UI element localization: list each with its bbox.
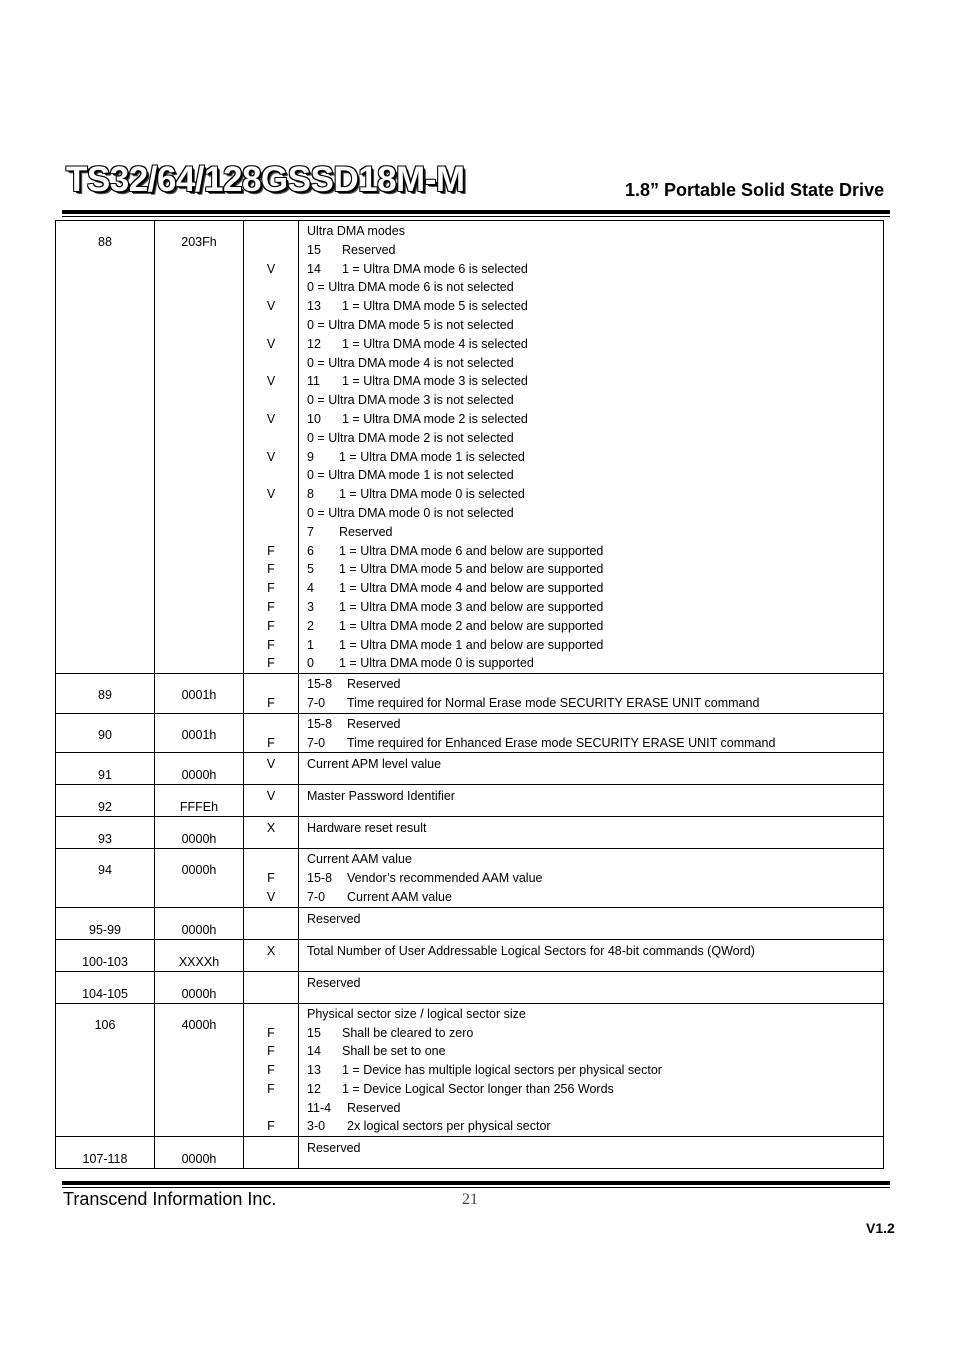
description-line bbox=[307, 1139, 883, 1158]
description-cell bbox=[299, 785, 884, 817]
flag-cell bbox=[244, 939, 299, 971]
word-cell bbox=[56, 221, 155, 674]
table-row bbox=[56, 1137, 884, 1169]
default-value: 0000h bbox=[181, 832, 217, 847]
word-cell bbox=[56, 849, 155, 907]
description-text: 1 = Device Logical Sector longer than 256 Words bbox=[342, 1081, 614, 1096]
flag-mark: F bbox=[267, 1025, 275, 1040]
default-value-cell bbox=[155, 1137, 244, 1169]
default-value-cell bbox=[155, 1003, 244, 1137]
description-line bbox=[307, 888, 883, 907]
flag-mark: V bbox=[266, 789, 276, 804]
default-value-cell bbox=[155, 971, 244, 1003]
description-text: 1 = Ultra DMA mode 2 is selected bbox=[342, 411, 528, 426]
description-text: Reserved bbox=[347, 677, 401, 692]
table-row bbox=[56, 971, 884, 1003]
word-cell bbox=[56, 674, 155, 714]
bit-range: 15-8 bbox=[307, 716, 333, 731]
flag-cell bbox=[244, 785, 299, 817]
table-row bbox=[56, 753, 884, 785]
flag-mark bbox=[244, 429, 298, 448]
word-cell bbox=[56, 939, 155, 971]
flag-cell bbox=[244, 1137, 299, 1169]
word-cell bbox=[56, 753, 155, 785]
flag-mark: V bbox=[266, 757, 276, 772]
description-line bbox=[307, 372, 883, 391]
flag-mark: V bbox=[266, 336, 276, 351]
footer-rule bbox=[62, 1181, 890, 1185]
bit-range: 6 bbox=[307, 543, 314, 558]
description-line bbox=[307, 297, 883, 316]
description-line bbox=[307, 448, 883, 467]
description-text: 1 = Ultra DMA mode 1 is selected bbox=[339, 449, 525, 464]
flag-mark bbox=[244, 316, 298, 335]
word-cell bbox=[56, 1003, 155, 1137]
description-line bbox=[307, 523, 883, 542]
description-cell bbox=[299, 849, 884, 907]
table-row bbox=[56, 907, 884, 939]
default-value: XXXXh bbox=[178, 954, 220, 969]
flag-mark: V bbox=[266, 261, 276, 276]
description-text: Vendor’s recommended AAM value bbox=[347, 871, 543, 886]
default-value: 0001h bbox=[181, 688, 217, 703]
description-line bbox=[307, 755, 883, 774]
description-text: 0 = Ultra DMA mode 2 is not selected bbox=[307, 430, 514, 445]
description-text: Reserved bbox=[339, 524, 393, 539]
default-value: 0000h bbox=[181, 922, 217, 937]
flag-mark: V bbox=[266, 889, 276, 904]
description-text: 1 = Device has multiple logical sectors per physical sector bbox=[342, 1063, 662, 1078]
default-value: 0000h bbox=[181, 863, 217, 878]
table-row bbox=[56, 817, 884, 849]
description-line bbox=[307, 654, 883, 673]
description-line bbox=[307, 1024, 883, 1043]
bit-range: 15-8 bbox=[307, 871, 333, 886]
description-text: Current APM level value bbox=[307, 757, 442, 772]
description-cell bbox=[299, 817, 884, 849]
description-text: Total Number of User Addressable Logical Sectors for 48-bit commands (QWord) bbox=[307, 943, 755, 958]
bit-range: 15-8 bbox=[307, 677, 333, 692]
table-row bbox=[56, 849, 884, 907]
flag-mark bbox=[244, 504, 298, 523]
description-line bbox=[307, 598, 883, 617]
description-line bbox=[307, 734, 883, 753]
description-cell bbox=[299, 971, 884, 1003]
flag-mark bbox=[244, 910, 298, 929]
default-value: 0000h bbox=[181, 1152, 217, 1167]
description-text: Reserved bbox=[307, 1141, 361, 1156]
flag-mark: V bbox=[266, 449, 276, 464]
flag-cell bbox=[244, 1003, 299, 1137]
word-number: 90 bbox=[98, 727, 112, 742]
flag-mark: V bbox=[266, 299, 276, 314]
description-text: Time required for Normal Erase mode SECURITY ERASE UNIT command bbox=[347, 695, 760, 710]
flag-mark: X bbox=[266, 821, 276, 836]
description-line bbox=[307, 869, 883, 888]
bit-range: 15 bbox=[307, 1025, 321, 1040]
word-number: 100-103 bbox=[82, 954, 128, 969]
description-text: Reserved bbox=[347, 716, 401, 731]
description-text: Shall be cleared to zero bbox=[342, 1025, 474, 1040]
description-line bbox=[307, 560, 883, 579]
table-row bbox=[56, 221, 884, 674]
flag-mark bbox=[244, 974, 298, 993]
table-row bbox=[56, 939, 884, 971]
bit-range: 15 bbox=[307, 242, 321, 257]
description-text: 0 = Ultra DMA mode 4 is not selected bbox=[307, 355, 514, 370]
description-text: Master Password Identifier bbox=[307, 789, 455, 804]
description-line bbox=[307, 410, 883, 429]
flag-mark bbox=[244, 1005, 298, 1024]
flag-cell bbox=[244, 221, 299, 674]
default-value: 0001h bbox=[181, 727, 217, 742]
description-text: 0 = Ultra DMA mode 3 is not selected bbox=[307, 393, 514, 408]
description-line bbox=[307, 579, 883, 598]
description-line bbox=[307, 241, 883, 260]
description-text: Ultra DMA modes bbox=[307, 224, 405, 238]
document-subtitle: 1.8” Portable Solid State Drive bbox=[625, 180, 885, 200]
description-text: 1 = Ultra DMA mode 6 and below are supported bbox=[339, 543, 604, 558]
flag-mark bbox=[244, 278, 298, 297]
flag-mark bbox=[244, 523, 298, 542]
flag-mark bbox=[244, 241, 298, 260]
word-number: 104-105 bbox=[82, 986, 128, 1001]
flag-cell bbox=[244, 849, 299, 907]
bit-range: 4 bbox=[307, 581, 314, 596]
description-text: 1 = Ultra DMA mode 2 and below are supported bbox=[339, 618, 604, 633]
description-line bbox=[307, 1005, 883, 1024]
word-number: 88 bbox=[98, 235, 112, 249]
footer-rule-thin bbox=[62, 1187, 890, 1188]
default-value-cell bbox=[155, 713, 244, 753]
description-text: Physical sector size / logical sector size bbox=[307, 1006, 526, 1021]
description-text: Time required for Enhanced Erase mode SECURITY ERASE UNIT command bbox=[347, 735, 776, 750]
bit-range: 0 bbox=[307, 656, 314, 671]
description-cell bbox=[299, 939, 884, 971]
description-line bbox=[307, 694, 883, 713]
description-line bbox=[307, 485, 883, 504]
bit-range: 14 bbox=[307, 1044, 321, 1059]
flag-mark: F bbox=[267, 543, 275, 558]
default-value: 203Fh bbox=[181, 235, 217, 249]
table-row bbox=[56, 674, 884, 714]
footer-company: Transcend Information Inc. bbox=[63, 1189, 277, 1209]
description-cell bbox=[299, 713, 884, 753]
default-value: 4000h bbox=[181, 1017, 217, 1032]
description-line bbox=[307, 1061, 883, 1080]
description-text: 1 = Ultra DMA mode 3 is selected bbox=[342, 374, 528, 389]
bit-range: 7-0 bbox=[307, 695, 326, 710]
default-value-cell bbox=[155, 817, 244, 849]
description-text: Reserved bbox=[347, 1100, 401, 1115]
identify-device-table bbox=[55, 220, 884, 1169]
description-text: 0 = Ultra DMA mode 0 is not selected bbox=[307, 505, 514, 520]
word-cell bbox=[56, 971, 155, 1003]
description-line bbox=[307, 1042, 883, 1061]
word-number: 107-118 bbox=[82, 1152, 128, 1167]
flag-mark bbox=[244, 222, 298, 241]
description-text: Reserved bbox=[307, 975, 361, 990]
word-number: 95-99 bbox=[89, 922, 121, 937]
word-cell bbox=[56, 713, 155, 753]
description-text: Hardware reset result bbox=[307, 821, 427, 836]
header-rule-thin bbox=[62, 216, 890, 217]
default-value-cell bbox=[155, 753, 244, 785]
flag-cell bbox=[244, 753, 299, 785]
description-text: 1 = Ultra DMA mode 5 is selected bbox=[342, 299, 528, 314]
header-rule bbox=[62, 210, 890, 214]
description-line bbox=[307, 850, 883, 869]
flag-cell bbox=[244, 971, 299, 1003]
description-text: 1 = Ultra DMA mode 6 is selected bbox=[342, 261, 528, 276]
description-line bbox=[307, 1080, 883, 1099]
flag-cell bbox=[244, 674, 299, 714]
description-line bbox=[307, 636, 883, 655]
flag-mark: F bbox=[267, 871, 275, 886]
description-line bbox=[307, 787, 883, 806]
flag-cell bbox=[244, 907, 299, 939]
description-line bbox=[307, 260, 883, 279]
bit-range: 9 bbox=[307, 449, 314, 464]
flag-mark bbox=[244, 715, 298, 734]
description-line bbox=[307, 466, 883, 485]
description-text: Shall be set to one bbox=[342, 1044, 446, 1059]
table-row bbox=[56, 713, 884, 753]
document-title: TS32/64/128GSSD18M-M bbox=[66, 160, 465, 199]
default-value: 0000h bbox=[181, 768, 217, 783]
bit-range: 7-0 bbox=[307, 735, 326, 750]
word-number: 106 bbox=[94, 1017, 116, 1032]
bit-range: 14 bbox=[307, 261, 321, 276]
bit-range: 12 bbox=[307, 1081, 321, 1096]
version-label: V1.2 bbox=[866, 1220, 895, 1236]
flag-mark: F bbox=[267, 599, 275, 614]
description-text: 1 = Ultra DMA mode 0 is selected bbox=[339, 487, 525, 502]
word-number: 92 bbox=[98, 800, 112, 815]
bit-range: 12 bbox=[307, 336, 321, 351]
word-cell bbox=[56, 817, 155, 849]
flag-mark: F bbox=[267, 618, 275, 633]
description-line bbox=[307, 1099, 883, 1118]
flag-mark bbox=[244, 354, 298, 373]
description-text: 0 = Ultra DMA mode 6 is not selected bbox=[307, 280, 514, 295]
flag-mark: V bbox=[266, 487, 276, 502]
description-text: 2x logical sectors per physical sector bbox=[347, 1119, 551, 1134]
description-line bbox=[307, 675, 883, 694]
bit-range: 13 bbox=[307, 1063, 321, 1078]
bit-range: 3-0 bbox=[307, 1119, 326, 1134]
description-text: 0 = Ultra DMA mode 1 is not selected bbox=[307, 468, 514, 483]
description-line bbox=[307, 222, 883, 241]
flag-mark: F bbox=[267, 581, 275, 596]
word-cell bbox=[56, 785, 155, 817]
description-line bbox=[307, 819, 883, 838]
bit-range: 5 bbox=[307, 562, 314, 577]
bit-range: 3 bbox=[307, 599, 314, 614]
description-text: 0 = Ultra DMA mode 5 is not selected bbox=[307, 317, 514, 332]
flag-mark: F bbox=[267, 695, 275, 710]
description-cell bbox=[299, 1137, 884, 1169]
default-value-cell bbox=[155, 907, 244, 939]
description-line bbox=[307, 335, 883, 354]
flag-mark: X bbox=[266, 943, 276, 958]
bit-range: 1 bbox=[307, 637, 314, 652]
description-cell bbox=[299, 1003, 884, 1137]
flag-mark: F bbox=[267, 1063, 275, 1078]
flag-mark: F bbox=[267, 1081, 275, 1096]
flag-mark bbox=[244, 1099, 298, 1118]
description-text: Reserved bbox=[342, 242, 396, 257]
flag-mark: F bbox=[267, 1044, 275, 1059]
description-cell bbox=[299, 674, 884, 714]
description-line bbox=[307, 1117, 883, 1136]
flag-cell bbox=[244, 713, 299, 753]
word-number: 91 bbox=[98, 768, 112, 783]
bit-range: 11 bbox=[307, 374, 320, 389]
page-number: 21 bbox=[462, 1191, 478, 1208]
bit-range: 7 bbox=[307, 524, 314, 539]
default-value-cell bbox=[155, 674, 244, 714]
description-line bbox=[307, 910, 883, 929]
description-cell bbox=[299, 221, 884, 674]
flag-mark bbox=[244, 850, 298, 869]
description-text: Current AAM value bbox=[307, 852, 412, 867]
description-line bbox=[307, 354, 883, 373]
flag-mark: F bbox=[267, 735, 275, 750]
flag-mark: F bbox=[267, 562, 275, 577]
description-line bbox=[307, 942, 883, 961]
description-text: 1 = Ultra DMA mode 4 and below are supported bbox=[339, 581, 604, 596]
default-value-cell bbox=[155, 849, 244, 907]
word-number: 93 bbox=[98, 832, 112, 847]
word-cell bbox=[56, 1137, 155, 1169]
bit-range: 7-0 bbox=[307, 889, 326, 904]
flag-mark: F bbox=[267, 656, 275, 671]
default-value-cell bbox=[155, 785, 244, 817]
flag-mark: V bbox=[266, 411, 276, 426]
description-line bbox=[307, 974, 883, 993]
description-line bbox=[307, 617, 883, 636]
description-line bbox=[307, 316, 883, 335]
description-text: 1 = Ultra DMA mode 4 is selected bbox=[342, 336, 528, 351]
word-number: 89 bbox=[98, 688, 112, 703]
word-cell bbox=[56, 907, 155, 939]
bit-range: 10 bbox=[307, 411, 321, 426]
bit-range: 2 bbox=[307, 618, 314, 633]
description-line bbox=[307, 278, 883, 297]
description-line bbox=[307, 391, 883, 410]
word-number: 94 bbox=[98, 863, 112, 878]
default-value: FFFEh bbox=[179, 800, 219, 815]
flag-mark bbox=[244, 675, 298, 694]
flag-mark bbox=[244, 391, 298, 410]
default-value: 0000h bbox=[181, 986, 217, 1001]
bit-range: 13 bbox=[307, 299, 321, 314]
description-cell bbox=[299, 753, 884, 785]
flag-mark bbox=[244, 1139, 298, 1158]
flag-mark: F bbox=[267, 1119, 275, 1134]
table-row bbox=[56, 1003, 884, 1137]
default-value-cell bbox=[155, 939, 244, 971]
description-line bbox=[307, 429, 883, 448]
description-text: 1 = Ultra DMA mode 1 and below are supported bbox=[339, 637, 604, 652]
description-text: 1 = Ultra DMA mode 0 is supported bbox=[339, 656, 534, 671]
bit-range: 11-4 bbox=[307, 1100, 332, 1115]
flag-mark: V bbox=[266, 374, 276, 389]
table-body bbox=[56, 221, 884, 1169]
flag-cell bbox=[244, 817, 299, 849]
description-text: Current AAM value bbox=[347, 889, 452, 904]
description-cell bbox=[299, 907, 884, 939]
description-line bbox=[307, 715, 883, 734]
bit-range: 8 bbox=[307, 487, 314, 502]
description-line bbox=[307, 504, 883, 523]
description-text: 1 = Ultra DMA mode 3 and below are supported bbox=[339, 599, 604, 614]
flag-mark bbox=[244, 466, 298, 485]
description-line bbox=[307, 542, 883, 561]
flag-mark: F bbox=[267, 637, 275, 652]
description-text: Reserved bbox=[307, 911, 361, 926]
default-value-cell bbox=[155, 221, 244, 674]
description-text: 1 = Ultra DMA mode 5 and below are supported bbox=[339, 562, 604, 577]
table-row bbox=[56, 785, 884, 817]
